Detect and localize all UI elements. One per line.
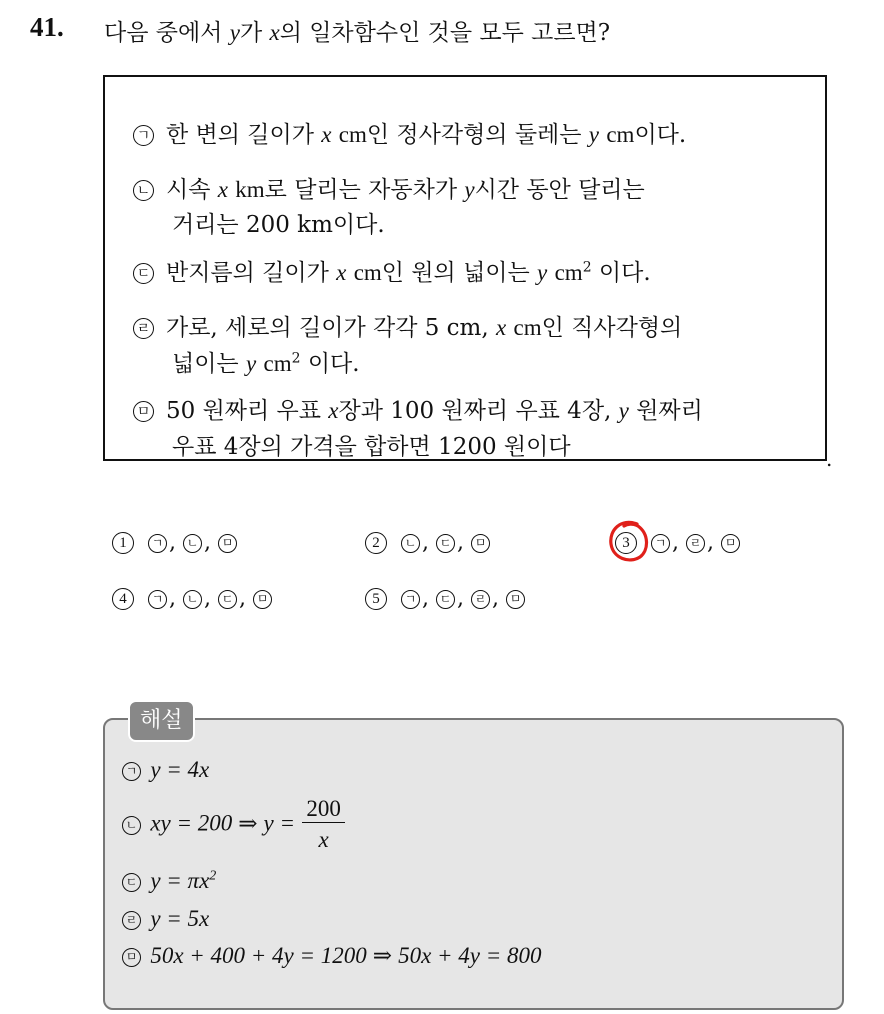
statement-b: ㄴ 시속 x km로 달리는 자동차가 y시간 동안 달리는: [133, 171, 645, 204]
choice-1[interactable]: 1 ㄱ , ㄴ , ㅁ: [112, 530, 239, 555]
fraction: $\frac{200}{x}$: [302, 796, 345, 853]
question-number: 41.: [30, 12, 64, 42]
choice-2[interactable]: 2 ㄴ , ㄷ , ㅁ: [365, 530, 492, 555]
choice-5[interactable]: 5 ㄱ , ㄷ , ㄹ , ㅁ: [365, 586, 527, 611]
solution-a: ㄱ y = 4x: [122, 757, 209, 783]
statement-c: ㄷ 반지름의 길이가 x cm인 원의 넓이는 y $cm^2$ 이다.: [133, 254, 651, 287]
mark-a-icon: ㄱ: [133, 125, 154, 146]
mark-d-icon: ㄹ: [133, 318, 154, 339]
statement-b-line2: 거리는 200 km이다.: [172, 212, 385, 238]
statement-d-line2: 넓이는 y $cm^2$ 이다.: [172, 350, 360, 377]
trailing-dot: .: [826, 447, 833, 471]
solution-b: ㄴ xy = 200 ⇒ y = $\frac{200}{x}$: [122, 796, 345, 853]
statement-d: ㄹ 가로, 세로의 길이가 각각 5 cm, x cm인 직사각형의: [133, 309, 682, 342]
question-text: 다음 중에서 y가 x의 일차함수인 것을 모두 고르면?: [104, 20, 611, 46]
solution-tab-label: 해설: [128, 700, 195, 742]
solution-d: ㄹ y = 5x: [122, 906, 209, 932]
mark-b-icon: ㄴ: [133, 180, 154, 201]
solution-e: ㅁ 50x + 400 + 4y = 1200 ⇒ 50x + 4y = 800: [122, 943, 542, 969]
answer-circle-mark: [607, 520, 649, 564]
statement-e-line2: 우표 4장의 가격을 합하면 1200 원이다: [172, 434, 571, 460]
choice-3[interactable]: 3 ㄱ , ㄹ , ㅁ: [615, 530, 742, 555]
statement-a: ㄱ 한 변의 길이가 x cm인 정사각형의 둘레는 y cm이다.: [133, 116, 686, 149]
statement-e: ㅁ 50 원짜리 우표 x장과 100 원짜리 우표 4장, y 원짜리: [133, 392, 703, 425]
mark-e-icon: ㅁ: [133, 401, 154, 422]
solution-c: ㄷ $y = \pi x^2$: [122, 868, 216, 894]
mark-c-icon: ㄷ: [133, 263, 154, 284]
choice-4[interactable]: 4 ㄱ , ㄴ , ㄷ , ㅁ: [112, 586, 274, 611]
